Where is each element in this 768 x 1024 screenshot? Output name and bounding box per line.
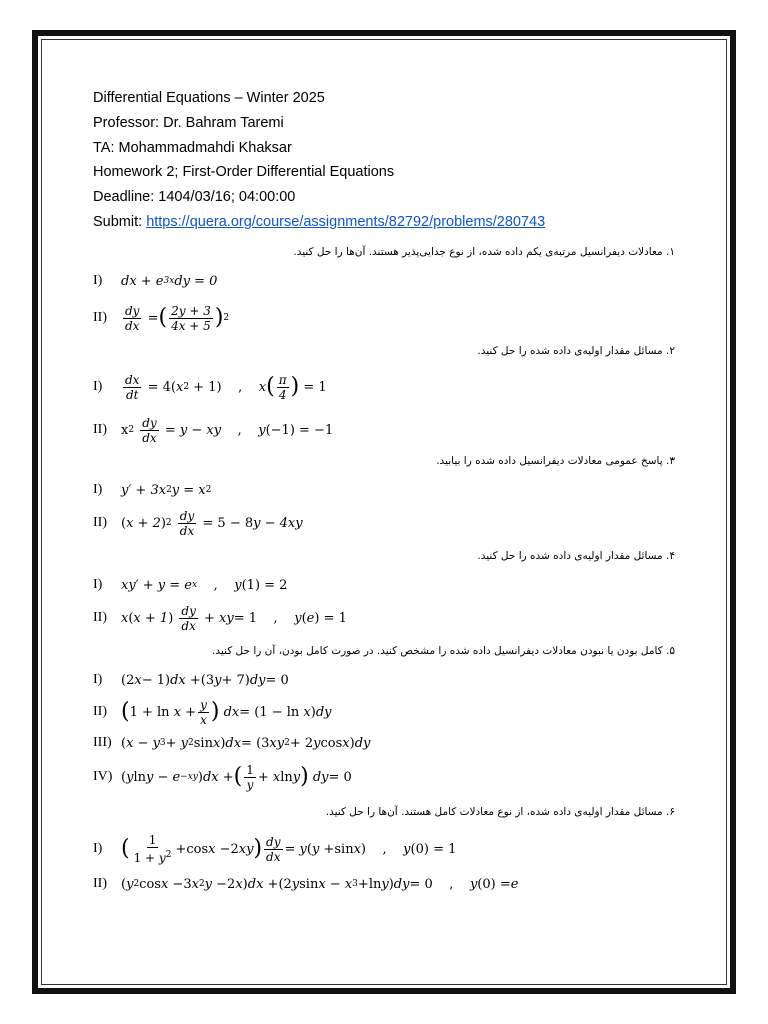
- q3-item-1: [93, 480, 211, 500]
- q5-item-1: [93, 670, 289, 690]
- professor-line: Professor: Dr. Bahram Taremi: [93, 114, 284, 131]
- equation: x 2 $\frac{dy}{dx}$ = y − xy , y (−1) = −1: [121, 415, 334, 445]
- item-label: II): [93, 704, 107, 719]
- q1-item-1: [93, 271, 217, 291]
- equation: $\frac{dx}{dt}$ = 4( x 2 + 1) , x ( $\frac{\pi}{4}$ ) = 1: [125, 372, 327, 402]
- q4-item-2: [93, 600, 347, 636]
- equation: $\frac{dy}{dx}$ = ( $\frac{2y + 3}{4x + 5}$ ) 2: [125, 303, 230, 333]
- question-1-text: ۱. معادلات دیفرانسیل مرتبه‌ی یکم داده شده، از نوع جدایی‌پذیر هستند. آن‌ها را حل کنید.: [293, 246, 675, 258]
- question-4-text: ۴. مسائل مقدار اولیه‌ی داده شده را حل کنید.: [477, 550, 675, 562]
- question-2-text: ۲. مسائل مقدار اولیه‌ی داده شده را حل کنید.: [477, 345, 675, 357]
- q6-item-1: [93, 830, 456, 868]
- q2-item-1: [93, 367, 327, 407]
- q4-item-1: [93, 575, 287, 595]
- item-label: II): [93, 610, 107, 625]
- ta-line: TA: Mohammadmahdi Khaksar: [93, 139, 292, 156]
- equation: (2 x − 1) dx + (3 y + 7) dy = 0: [121, 672, 289, 688]
- q6-item-2: [93, 874, 518, 894]
- q5-item-4: [93, 758, 352, 796]
- q3-item-2: [93, 505, 303, 541]
- submit-label: Submit:: [93, 213, 147, 230]
- item-label: II): [93, 515, 107, 530]
- equation: y′ + 3x 2 y = x 2: [121, 482, 212, 498]
- item-label: I): [93, 577, 103, 592]
- equation: ( $\frac{1}{1 + y^2}$ + cos x − 2 xy ) $\frac{dy}{dx}$ = y ( y + sin x ) , y (0) = 1: [121, 833, 457, 865]
- item-label: II): [93, 876, 107, 891]
- equation: xy′ + y = e x , y (1) = 2: [121, 577, 288, 593]
- question-6-text: ۶. مسائل مقدار اولیه‌ی داده شده، از نوع معادلات کامل هستند. آن‌ها را حل کنید.: [325, 806, 675, 818]
- q5-item-2: [93, 694, 332, 730]
- item-label: I): [93, 841, 103, 856]
- item-label: I): [93, 482, 103, 497]
- homework-line: Homework 2; First-Order Differential Equations: [93, 164, 395, 181]
- item-label: IV): [93, 769, 113, 784]
- item-label: III): [93, 735, 112, 750]
- question-3-text: ۳. پاسخ عمومی معادلات دیفرانسیل داده شده را بیابید.: [436, 455, 675, 467]
- item-label: I): [93, 672, 103, 687]
- question-5-text: ۵. کامل بودن یا نبودن معادلات دیفرانسیل داده شده را مشخص کنید. در صورت کامل بودن، آن را حل کنید.: [212, 645, 675, 657]
- item-label: I): [93, 379, 103, 394]
- course-title: Differential Equations – Winter 2025: [93, 90, 325, 106]
- item-label: II): [93, 310, 107, 325]
- submit-link[interactable]: https://quera.org/course/assignments/82792/problems/280743: [146, 213, 546, 230]
- item-label: II): [93, 422, 107, 437]
- q1-item-2: [93, 298, 229, 338]
- equation: dx + e 3x dy = 0: [121, 273, 218, 289]
- equation: ( y ln y − e −xy ) dx + ( $\frac{1}{y}$ + x ln y ) dy = 0: [121, 762, 352, 792]
- equation: ( x − y 3 + y 2 sin x ) dx = (3 xy 2 + 2 y cos x ) dy: [121, 735, 371, 751]
- equation: ( x + 2 ) 2 $\frac{dy}{dx}$ = 5 − 8 y − 4xy: [121, 508, 303, 538]
- q5-item-3: [93, 733, 370, 753]
- item-label: I): [93, 273, 103, 288]
- deadline-line: Deadline: 1404/03/16; 04:00:00: [93, 189, 296, 206]
- equation: ( y 2 cos x − 3 x 2 y − 2 x ) dx + (2 y sin x − x 3 + ln y ) dy = 0 , y (0) = e: [121, 876, 519, 892]
- equation: x ( x + 1 ) $\frac{dy}{dx}$ + xy = 1 , y ( e ) = 1: [121, 603, 347, 633]
- q2-item-2: [93, 412, 333, 448]
- equation: ( 1 + ln x + $\frac{y}{x}$ ) dx = (1 − ln x ) dy: [121, 697, 332, 727]
